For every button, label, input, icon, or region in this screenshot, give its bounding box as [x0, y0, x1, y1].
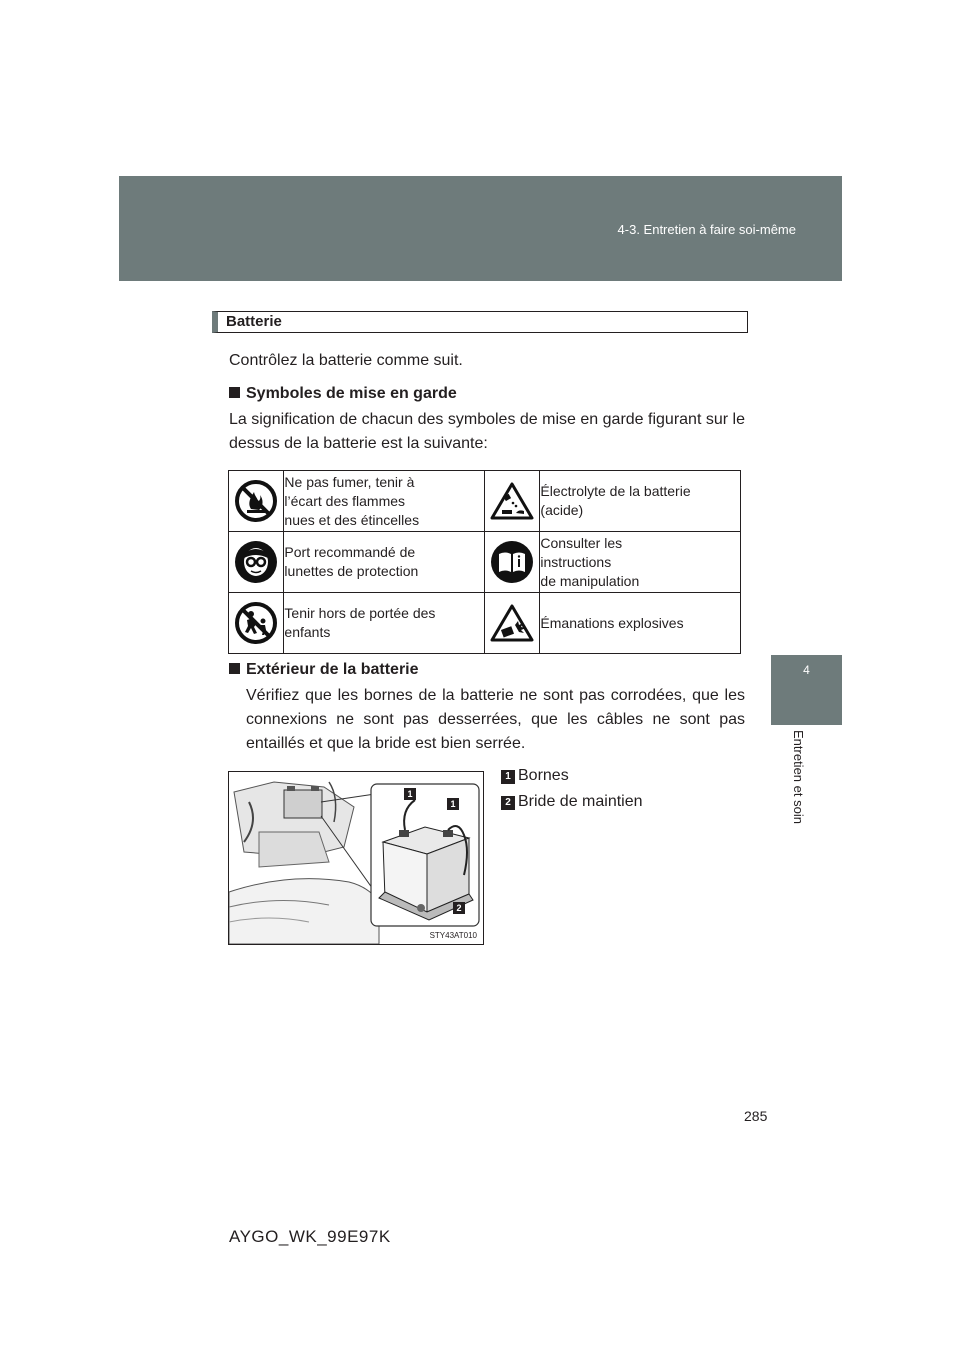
- table-row: [229, 593, 741, 654]
- table-row: [229, 532, 741, 593]
- bullet-square-icon: [229, 387, 240, 398]
- symbol-description: Consulter les instructions de manipulation: [540, 532, 741, 593]
- table-row: [229, 471, 741, 532]
- read-manual-icon: [490, 540, 534, 584]
- battery-engine-illustration: [229, 772, 483, 944]
- callout-number: 2: [453, 902, 465, 914]
- header-band: [119, 176, 842, 281]
- exterior-text: Vérifiez que les bornes de la batterie ne sont pas corrodées, que les connexions ne sont pas desserrées, que les câbles ne sont pas entaillés et que la bride est bien serrée.: [246, 687, 745, 752]
- legend-item: [501, 766, 569, 786]
- legend-label: Bride de maintien: [518, 793, 643, 810]
- section-title: Batterie: [226, 313, 282, 330]
- bullet-square-icon: [229, 663, 240, 674]
- symbol-cell: [484, 532, 539, 593]
- warning-symbols-table: [228, 470, 741, 654]
- warning-symbols-description: La signification de chacun des symboles de mise en garde figurant sur le dessus de la batterie est la suivante:: [229, 411, 745, 452]
- chapter-tab: [771, 655, 842, 725]
- keep-children-away-icon: [234, 601, 278, 645]
- acid-corrosive-icon: [490, 481, 534, 521]
- legend-number: 1: [501, 770, 515, 784]
- document-code: AYGO_WK_99E97K: [229, 1227, 391, 1246]
- symbol-description: Émanations explosives: [540, 593, 741, 654]
- page-number: 285: [744, 1108, 768, 1124]
- symbol-description: Port recommandé de lunettes de protection: [284, 532, 485, 593]
- callout-number: 1: [447, 798, 459, 810]
- symbol-description: Électrolyte de la batterie (acide): [540, 471, 741, 532]
- symbol-cell: [229, 471, 284, 532]
- no-smoking-flame-icon: [234, 479, 278, 523]
- chapter-label: Entretien et soin: [791, 730, 806, 824]
- battery-figure: [228, 771, 484, 945]
- callout-number: 1: [404, 788, 416, 800]
- figure-code: STY43AT010: [429, 931, 477, 940]
- symbol-cell: [484, 471, 539, 532]
- chapter-number: 4: [803, 663, 810, 677]
- explosive-gas-icon: [490, 603, 534, 643]
- legend-number: 2: [501, 796, 515, 810]
- symbol-description: Ne pas fumer, tenir à l’écart des flammes nues et des étincelles: [284, 471, 485, 532]
- legend-label: Bornes: [518, 767, 569, 784]
- warning-symbols-heading: Symboles de mise en garde: [229, 382, 457, 406]
- exterior-heading: Extérieur de la batterie: [229, 658, 419, 682]
- symbol-description: Tenir hors de portée des enfants: [284, 593, 485, 654]
- symbol-cell: [484, 593, 539, 654]
- symbol-cell: [229, 532, 284, 593]
- legend-item: [501, 792, 643, 812]
- intro-text: Contrôlez la batterie comme suit.: [229, 352, 463, 369]
- header-section-title: 4-3. Entretien à faire soi-même: [617, 222, 796, 237]
- safety-goggles-icon: [234, 540, 278, 584]
- section-heading-bar: [212, 311, 748, 333]
- symbol-cell: [229, 593, 284, 654]
